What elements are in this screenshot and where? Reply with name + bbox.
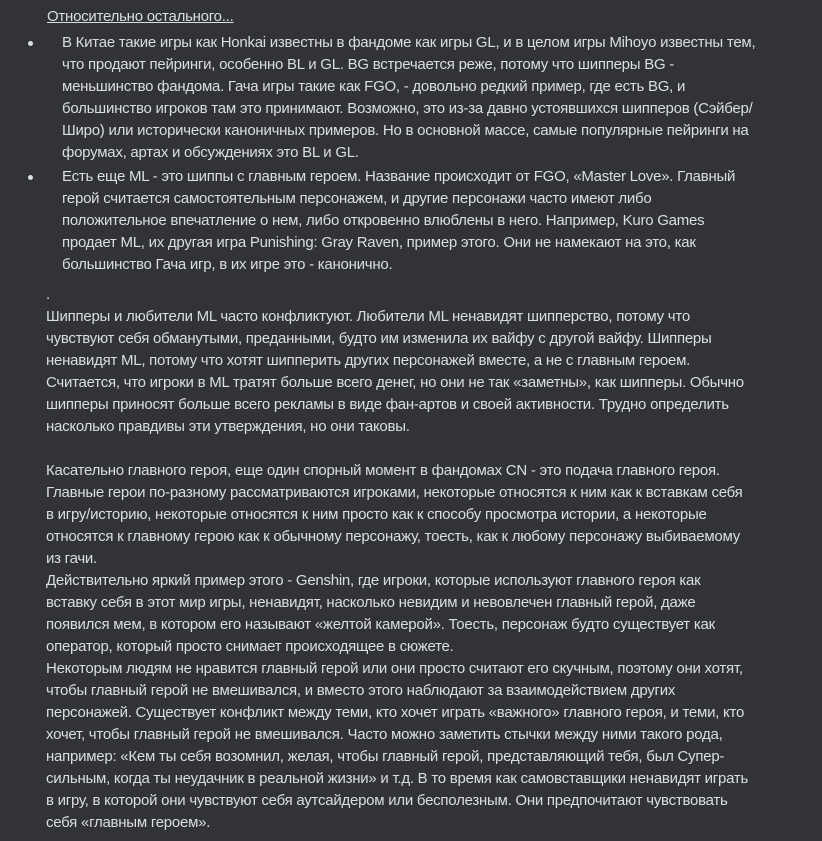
text-line: вставку себя в этот мир игры, ненавидят, насколько невидим и невовлечен главный герой, даже xyxy=(46,594,696,611)
text-line: оператор, который просто снимает происходящее в сюжете. xyxy=(46,638,454,655)
bullet-icon xyxy=(28,41,33,46)
text-line: большинство игроков там это принимают. Возможно, это из-за давно устоявшихся шипперов (Сэйбер/ xyxy=(62,100,753,117)
text-line: в игру/историю, некоторые относятся к ним просто как к способу просмотра истории, а некоторые xyxy=(46,506,707,523)
paragraph xyxy=(0,306,822,438)
text-line: себя «главным героем». xyxy=(46,814,211,831)
text-line: Некоторым людям не нравится главный герой или они просто считают его скучным, поэтому они хотят, xyxy=(46,660,743,677)
text-line: насколько правдивы эти утверждения, но они таковы. xyxy=(46,418,410,435)
text-line: ненавидят ML, потому что хотят шипперить других персонажей вместе, а не с главным героем. xyxy=(46,352,691,369)
text-line: хочет, чтобы главный герой не вмешивался. Часто можно заметить стычки между ними такого рода, xyxy=(46,726,723,743)
text-line: Действительно яркий пример этого - Genshin, где игроки, которые используют главного героя как xyxy=(46,572,701,589)
text-line: из гачи. xyxy=(46,550,97,567)
text-line: Касательно главного героя, еще один спорный момент в фандомах CN - это подача главного героя. xyxy=(46,462,720,479)
text-line: шипперы приносят больше всего рекламы в виде фан-артов и своей активности. Трудно определить xyxy=(46,396,729,413)
text-line: чтобы главный герой не вмешивался, и вместо этого наблюдают за взаимодействием других xyxy=(46,682,676,699)
paragraphs xyxy=(0,306,822,834)
text-line: относятся к главному герою как к обычному персонажу, тоесть, как к любому персонажу выбиваемому xyxy=(46,528,740,545)
bullet-list xyxy=(0,32,822,276)
text-line: большинство Гача игр, в их игре это - канонично. xyxy=(62,256,393,273)
text-line: меньшинство фандома. Гача игры такие как FGO, - довольно редкий пример, где есть BG, и xyxy=(62,78,686,95)
text-line: Широ) или исторически каноничных примеров. Но в основной массе, самые популярные пейринги на xyxy=(62,122,749,139)
text-line: Главные герои по-разному рассматриваются игроками, некоторые относятся к ним как к вставкам себя xyxy=(46,484,743,501)
bullet-icon xyxy=(28,175,33,180)
text-line: В Китае такие игры как Honkai известны в фандоме как игры GL, и в целом игры Mihoyo известны тем, xyxy=(62,34,756,51)
text-line: например: «Кем ты себя возомнил, желая, чтобы главный герой, представляющий тебя, был Супер- xyxy=(46,748,725,765)
text-line: продает ML, их другая игра Punishing: Gray Raven, пример этого. Они не намекают на это, как xyxy=(62,234,696,251)
list-item xyxy=(0,166,822,276)
text-line: Считается, что игроки в ML тратят больше всего денег, но они не так «заметны», как шипперы. Обычно xyxy=(46,374,744,391)
text-line: форумах, артах и обсуждениях это BL и GL. xyxy=(62,144,359,161)
text-line: положительное впечатление о нем, либо откровенно влюблены в него. Например, Kuro Games xyxy=(62,212,705,229)
text-line: чувствуют себя обманутыми, преданными, будто им изменила их вайфу с другой вайфу. Шипперы xyxy=(46,330,712,347)
text-line: Шипперы и любители ML часто конфликтуют. Любители ML ненавидят шипперство, потому что xyxy=(46,308,690,325)
text-line: сильным, когда ты неудачник в реальной жизни» и т.д. В то время как самовставщики ненавидят играть xyxy=(46,770,749,787)
blank-line xyxy=(0,438,822,460)
text-line: появился мем, в котором его называют «желтой камерой». Тоесть, персонаж будто существует как xyxy=(46,616,715,633)
text-line: персонажей. Существует конфликт между теми, кто хочет играть «важного» главного героя, и теми, кто xyxy=(46,704,745,721)
text-line: герой считается самостоятельным персонажем, и другие персонажи часто имеют либо xyxy=(62,190,652,207)
section-heading: Относительно остального... xyxy=(47,8,234,25)
list-item xyxy=(0,32,822,164)
paragraph xyxy=(0,460,822,834)
text-line: что продают пейринги, особенно BL и GL. BG встречается реже, потому что шипперы BG - xyxy=(62,56,675,73)
text-line: Есть еще ML - это шиппы с главным героем. Название происходит от FGO, «Master Love». Главный xyxy=(62,168,736,185)
dot-line: . xyxy=(46,286,50,303)
text-line: в игру, в которой они чувствуют себя аутсайдером или бесполезным. Они предпочитают чувствовать xyxy=(46,792,728,809)
